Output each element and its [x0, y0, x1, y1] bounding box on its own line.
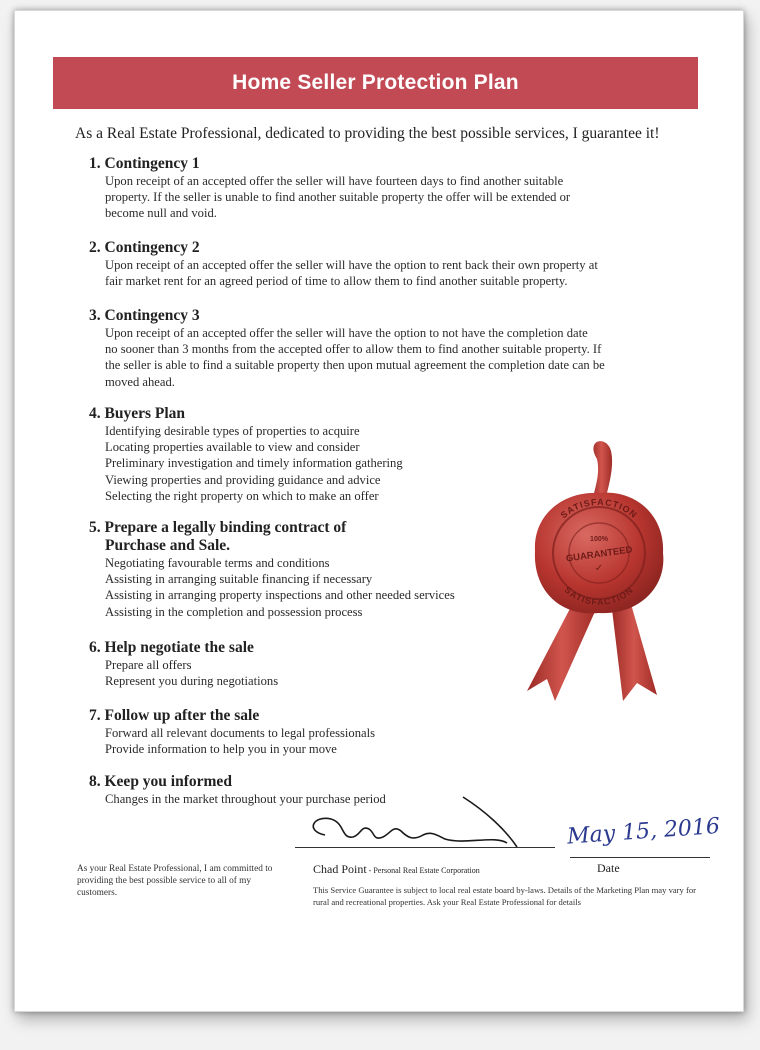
seal-bottom-text: SATISFACTION	[562, 584, 636, 608]
handwritten-date: May 15, 2016	[566, 813, 721, 850]
signer-title: - Personal Real Estate Corporation	[366, 866, 480, 875]
signature-stroke	[313, 797, 517, 847]
section-line: property. If the seller is unable to find another suitable property the offer will be extended or	[105, 190, 571, 205]
title-banner	[53, 57, 698, 109]
section-line: no sooner than 3 months from the accepted offer to allow them to find another suitable property. If	[105, 342, 602, 357]
disclaimer-text: This Service Guarantee is subject to local real estate board by-laws. Details of the Marketing Plan may vary for rural and recreational properties. Ask your Real Estate Professional for details	[313, 885, 697, 907]
section-line: Prepare all offers	[105, 658, 192, 672]
seal-percent-text: 100%	[590, 536, 608, 543]
satisfaction-seal-icon	[515, 429, 675, 709]
section-heading: 8. Keep you informed	[89, 773, 232, 790]
commitment-note: As your Real Estate Professional, I am committed to providing the best possible service to all of my customers.	[77, 864, 273, 898]
section-line: fair market rent for an agreed period of time to allow them to find another suitable property.	[105, 274, 568, 289]
date-line	[570, 857, 710, 858]
section-contingency-1	[89, 155, 649, 222]
handwritten-signature	[295, 791, 555, 861]
seal-check-icon: ✓	[594, 563, 604, 574]
seal-ribbon-right	[611, 597, 657, 701]
seal-top-text: SATISFACTION	[558, 496, 640, 521]
section-line: Identifying desirable types of properties to acquire	[105, 424, 360, 438]
document-page	[14, 10, 744, 1012]
section-line: Upon receipt of an accepted offer the seller will have the option to not have the completion date	[105, 326, 588, 340]
section-heading-continued: Purchase and Sale.	[105, 537, 231, 554]
section-heading: 7. Follow up after the sale	[89, 707, 260, 724]
seal-center-text: GUARANTEED	[565, 544, 634, 565]
section-line: Provide information to help you in your move	[105, 742, 337, 757]
seal-ribbon-left	[527, 599, 597, 701]
signer-name: Chad Point	[313, 862, 367, 876]
section-line: Upon receipt of an accepted offer the seller will have the option to rent back their own property at	[105, 258, 598, 272]
signer-name-block	[313, 862, 480, 877]
section-line: Negotiating favourable terms and conditions	[105, 556, 330, 570]
page-title: Home Seller Protection Plan	[232, 71, 519, 94]
section-contingency-2	[89, 239, 649, 289]
section-line: Preliminary investigation and timely information gathering	[105, 456, 403, 471]
section-contingency-3	[89, 307, 649, 390]
section-line: Upon receipt of an accepted offer the seller will have fourteen days to find another suitable	[105, 174, 564, 188]
section-heading: 5. Prepare a legally binding contract of	[89, 519, 347, 536]
intro-statement: As a Real Estate Professional, dedicated to providing the best possible services, I guarantee it!	[75, 125, 660, 142]
section-heading: 6. Help negotiate the sale	[89, 639, 254, 656]
section-line: Selecting the right property on which to make an offer	[105, 488, 379, 503]
section-heading: 4. Buyers Plan	[89, 405, 186, 422]
date-label: Date	[597, 861, 620, 875]
section-line: Represent you during negotiations	[105, 674, 279, 689]
section-heading: 3. Contingency 3	[89, 307, 200, 324]
section-line: Locating properties available to view and consider	[105, 440, 360, 455]
section-follow-up	[89, 707, 649, 757]
section-heading: 1. Contingency 1	[89, 155, 200, 172]
section-line: Assisting in arranging property inspections and other needed services	[105, 588, 455, 603]
section-line: Changes in the market throughout your purchase period	[105, 792, 386, 806]
section-line: Assisting in the completion and possession process	[105, 604, 363, 619]
section-line: the seller is able to find a suitable property then upon mutual agreement the completion date can be	[105, 358, 605, 373]
section-line: moved ahead.	[105, 374, 175, 389]
section-line: Viewing properties and providing guidance and advice	[105, 472, 381, 487]
section-heading: 2. Contingency 2	[89, 239, 200, 256]
section-line: Forward all relevant documents to legal professionals	[105, 726, 375, 740]
signature-line	[295, 847, 555, 848]
section-line: Assisting in arranging suitable financing if necessary	[105, 572, 373, 587]
section-line: become null and void.	[105, 206, 217, 221]
